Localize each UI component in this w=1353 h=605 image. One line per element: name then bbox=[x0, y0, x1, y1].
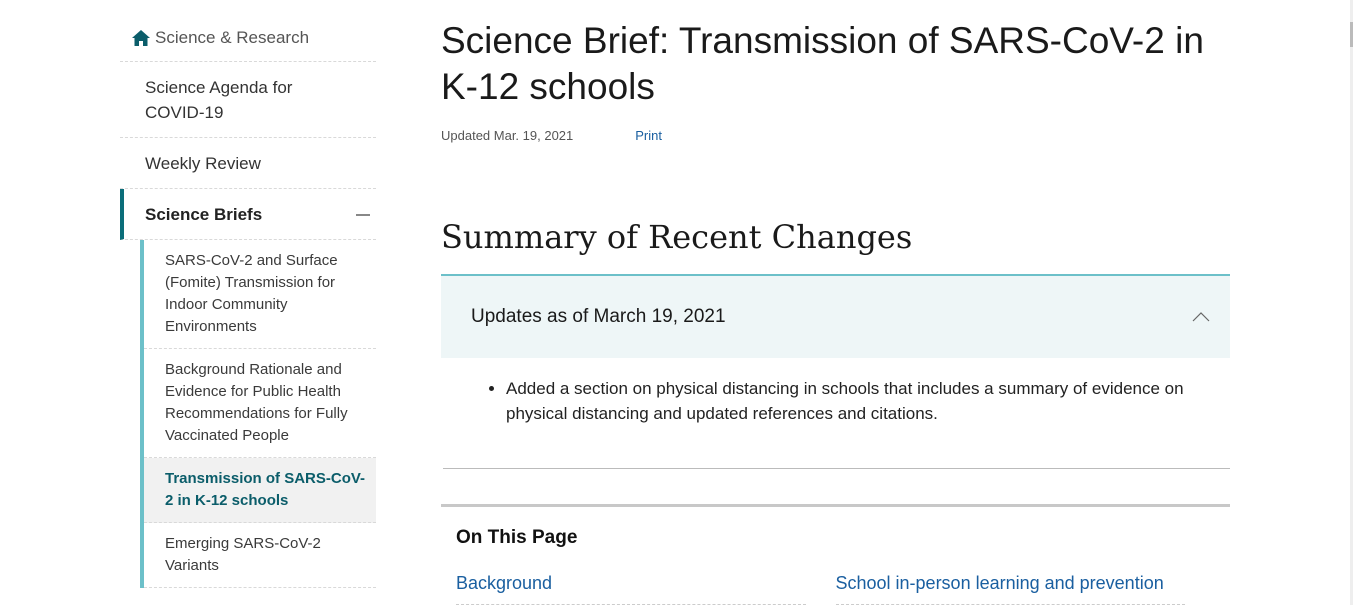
sidebar-home-label: Science & Research bbox=[155, 27, 310, 47]
accordion-body bbox=[441, 358, 1230, 426]
sidebar-subitem-label: Background Rationale and Evidence for Public Health Recommendations for Fully Vaccinated People bbox=[165, 361, 348, 444]
sidebar-home-link[interactable] bbox=[120, 14, 376, 62]
sidebar-nav bbox=[120, 14, 376, 588]
on-this-page-links bbox=[456, 573, 1215, 605]
summary-heading: Summary of Recent Changes bbox=[441, 218, 913, 256]
sidebar-item-weekly-review[interactable] bbox=[120, 138, 376, 189]
sidebar-item-science-agenda[interactable] bbox=[120, 62, 376, 138]
sidebar-subitem-fomite[interactable] bbox=[144, 240, 376, 349]
sidebar-subitem-label: Emerging SARS-CoV-2 Variants bbox=[165, 535, 321, 574]
link-background[interactable]: Background bbox=[456, 573, 806, 605]
divider bbox=[443, 468, 1230, 469]
sidebar-subitem-vaccinated[interactable] bbox=[144, 349, 376, 458]
sidebar-subitem-k12[interactable] bbox=[144, 458, 376, 523]
accordion-title: Updates as of March 19, 2021 bbox=[471, 306, 726, 327]
chevron-up-icon[interactable] bbox=[1192, 312, 1210, 322]
sidebar-item-label: Science Briefs bbox=[145, 205, 263, 224]
sidebar-item-label: Science Agenda for COVID-19 bbox=[145, 78, 293, 122]
sidebar-item-label: Weekly Review bbox=[145, 154, 261, 173]
updates-accordion-header[interactable] bbox=[441, 274, 1230, 358]
main-content bbox=[441, 0, 1230, 605]
sidebar-subitem-label: SARS-CoV-2 and Surface (Fomite) Transmission for Indoor Community Environments bbox=[165, 252, 338, 335]
on-this-page-heading: On This Page bbox=[456, 527, 578, 548]
sidebar-subitem-label: Transmission of SARS-CoV-2 in K-12 schools bbox=[165, 470, 366, 509]
updated-date: Updated Mar. 19, 2021 bbox=[441, 128, 574, 143]
update-list bbox=[485, 376, 1190, 426]
collapse-icon[interactable] bbox=[356, 214, 370, 216]
page-title: Science Brief: Transmission of SARS-CoV-2 in K-12 schools bbox=[441, 20, 1204, 107]
list-item: • Added a section on physical distancing in schools that includes a summary of evidence on physical distancing and updated references and citations. bbox=[506, 376, 1190, 426]
sidebar-subitem-variants[interactable] bbox=[144, 523, 376, 588]
sidebar-sublist bbox=[140, 240, 376, 588]
print-link[interactable]: Print bbox=[635, 128, 662, 143]
on-this-page bbox=[441, 504, 1230, 605]
link-school-in-person[interactable]: School in-person learning and prevention bbox=[836, 573, 1186, 605]
page-meta bbox=[441, 128, 1230, 143]
sidebar-item-science-briefs[interactable] bbox=[120, 189, 376, 240]
home-icon bbox=[132, 30, 150, 46]
